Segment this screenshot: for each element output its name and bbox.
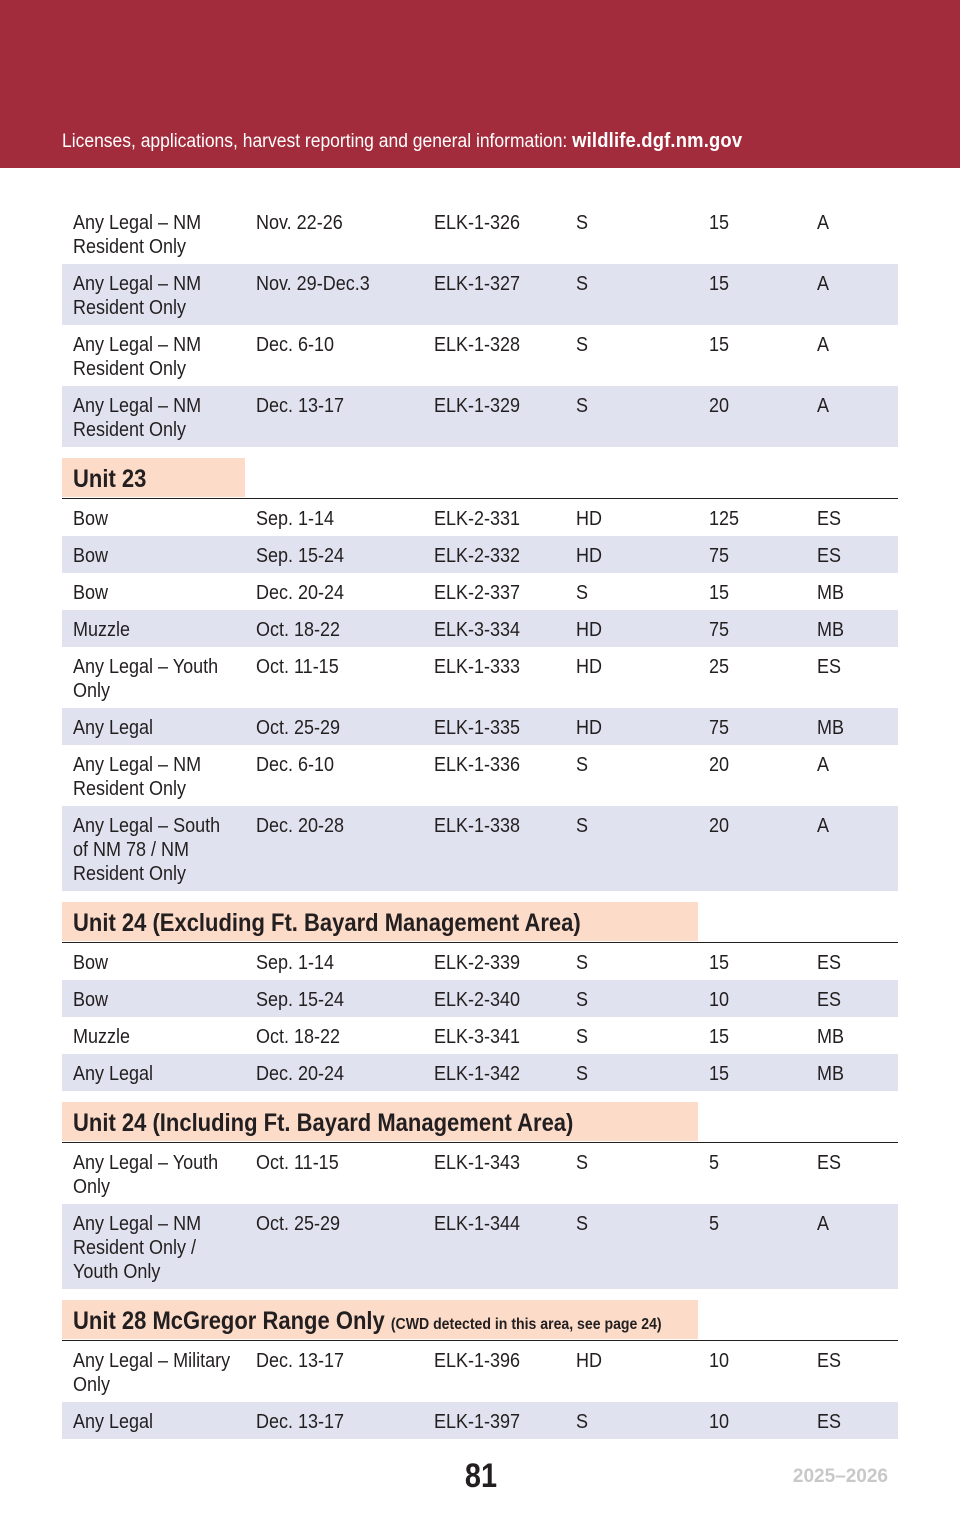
hunt-dates-cell-text: Dec. 20-24 (256, 1063, 345, 1085)
table-row (62, 806, 898, 891)
unit-title: Unit 24 (Excluding Ft. Bayard Management Area) (73, 909, 581, 937)
weapon-type-cell (62, 951, 256, 975)
unit-section (62, 902, 898, 1091)
hunt-dates-cell-text: Oct. 18-22 (256, 1026, 341, 1048)
hunt-code-cell-text: ELK-3-334 (434, 619, 521, 641)
weapon-type-cell-text: Bow (73, 989, 109, 1011)
weapon-type-cell-text: Any Legal – NM Resident Only (73, 395, 202, 441)
access-code-cell-text: MB (817, 1026, 844, 1048)
license-count-cell (709, 814, 817, 886)
license-count-cell-text: 75 (709, 619, 730, 641)
top-rows-group (62, 203, 898, 447)
bag-limit-cell-text: HD (576, 619, 603, 641)
access-code-cell (817, 1349, 898, 1397)
bag-limit-cell-text: S (576, 334, 589, 356)
unit-title: Unit 23 (73, 465, 147, 493)
license-count-cell (709, 507, 817, 531)
access-code-cell-text: A (817, 395, 830, 417)
unit-section (62, 458, 898, 891)
license-count-cell-text: 25 (709, 656, 730, 678)
weapon-type-cell (62, 1062, 256, 1086)
license-count-cell-text: 15 (709, 273, 730, 295)
license-count-cell (709, 753, 817, 801)
hunt-dates-cell-text: Dec. 20-28 (256, 815, 345, 837)
bag-limit-cell (576, 1349, 709, 1397)
unit-title-box (62, 902, 698, 941)
weapon-type-cell-text: Any Legal – Youth Only (73, 656, 219, 702)
bag-limit-cell-text: S (576, 989, 589, 1011)
unit-title-line (73, 1102, 573, 1144)
hunt-dates-cell-text: Oct. 25-29 (256, 717, 341, 739)
hunt-code-cell-text: ELK-1-328 (434, 334, 521, 356)
access-code-cell (817, 655, 898, 703)
license-count-cell (709, 618, 817, 642)
access-code-cell-text: ES (817, 952, 842, 974)
license-count-cell (709, 1151, 817, 1199)
license-count-cell-text: 10 (709, 1411, 730, 1433)
access-code-cell (817, 1025, 898, 1049)
weapon-type-cell (62, 211, 256, 259)
access-code-cell-text: A (817, 815, 830, 837)
license-count-cell (709, 581, 817, 605)
hunt-dates-cell (256, 1062, 434, 1086)
hunt-code-cell-text: ELK-1-396 (434, 1350, 521, 1372)
weapon-type-cell (62, 1212, 256, 1284)
access-code-cell-text: ES (817, 989, 842, 1011)
unit-title-line (73, 902, 581, 944)
license-count-cell (709, 1025, 817, 1049)
weapon-type-cell (62, 988, 256, 1012)
license-count-cell (709, 544, 817, 568)
bag-limit-cell (576, 988, 709, 1012)
hunt-dates-cell (256, 394, 434, 442)
bag-limit-cell (576, 1410, 709, 1434)
hunt-dates-cell (256, 655, 434, 703)
weapon-type-cell (62, 716, 256, 740)
license-count-cell-text: 75 (709, 545, 730, 567)
bag-limit-cell (576, 394, 709, 442)
table-row (62, 1402, 898, 1439)
hunt-code-cell (434, 394, 576, 442)
weapon-type-cell-text: Bow (73, 582, 109, 604)
table-row (62, 610, 898, 647)
weapon-type-cell-text: Any Legal – South of NM 78 / NM Resident Only (73, 815, 221, 885)
license-count-cell-text: 15 (709, 952, 730, 974)
hunt-code-cell (434, 951, 576, 975)
weapon-type-cell-text: Any Legal – NM Resident Only (73, 754, 202, 800)
hunt-code-cell-text: ELK-3-341 (434, 1026, 521, 1048)
hunt-dates-cell (256, 1212, 434, 1284)
hunt-code-cell (434, 1410, 576, 1434)
access-code-cell-text: A (817, 1213, 830, 1235)
hunt-dates-cell (256, 951, 434, 975)
table-row (62, 536, 898, 573)
weapon-type-cell (62, 581, 256, 605)
weapon-type-cell-text: Bow (73, 508, 109, 530)
license-count-cell (709, 716, 817, 740)
weapon-type-cell (62, 814, 256, 886)
bag-limit-cell-text: HD (576, 717, 603, 739)
access-code-cell (817, 333, 898, 381)
unit-title-line (73, 458, 146, 500)
table-row (62, 386, 898, 447)
access-code-cell-text: ES (817, 545, 842, 567)
license-count-cell-text: 5 (709, 1213, 720, 1235)
weapon-type-cell (62, 753, 256, 801)
hunt-dates-cell-text: Sep. 15-24 (256, 989, 345, 1011)
hunt-code-cell-text: ELK-1-335 (434, 717, 521, 739)
hunt-dates-cell-text: Sep. 15-24 (256, 545, 345, 567)
license-count-cell (709, 272, 817, 320)
bag-limit-cell (576, 716, 709, 740)
unit-header (62, 458, 898, 499)
hunt-code-cell-text: ELK-2-332 (434, 545, 521, 567)
bag-limit-cell (576, 814, 709, 886)
weapon-type-cell-text: Any Legal (73, 717, 154, 739)
weapon-type-cell-text: Any Legal (73, 1063, 154, 1085)
hunt-code-cell-text: ELK-2-339 (434, 952, 521, 974)
table-row (62, 203, 898, 264)
license-count-cell (709, 1410, 817, 1434)
unit-title: Unit 24 (Including Ft. Bayard Management Area) (73, 1109, 574, 1137)
hunt-code-cell (434, 507, 576, 531)
license-count-cell-text: 10 (709, 989, 730, 1011)
hunt-dates-cell (256, 618, 434, 642)
hunt-code-cell (434, 1062, 576, 1086)
weapon-type-cell-text: Any Legal (73, 1411, 154, 1433)
hunt-dates-cell-text: Dec. 20-24 (256, 582, 345, 604)
unit-header (62, 1102, 898, 1143)
hunt-code-cell (434, 716, 576, 740)
hunt-dates-cell-text: Dec. 6-10 (256, 754, 335, 776)
hunt-code-cell (434, 1212, 576, 1284)
hunt-dates-cell (256, 1151, 434, 1199)
weapon-type-cell (62, 618, 256, 642)
access-code-cell-text: ES (817, 508, 842, 530)
hunt-code-cell-text: ELK-1-397 (434, 1411, 521, 1433)
access-code-cell (817, 1151, 898, 1199)
unit-title-box (62, 458, 245, 497)
hunt-code-cell (434, 1151, 576, 1199)
access-code-cell (817, 814, 898, 886)
unit-section (62, 1102, 898, 1289)
bag-limit-cell (576, 1151, 709, 1199)
website-link[interactable]: wildlife.dgf.nm.gov (572, 130, 743, 152)
table-row (62, 1017, 898, 1054)
hunt-dates-cell (256, 507, 434, 531)
bag-limit-cell-text: S (576, 582, 589, 604)
access-code-cell-text: MB (817, 582, 844, 604)
hunt-dates-cell-text: Dec. 13-17 (256, 1350, 345, 1372)
table-row (62, 499, 898, 536)
hunt-dates-cell-text: Oct. 18-22 (256, 619, 341, 641)
weapon-type-cell (62, 333, 256, 381)
bag-limit-cell-text: S (576, 952, 589, 974)
hunt-code-cell-text: ELK-1-333 (434, 656, 521, 678)
access-code-cell-text: A (817, 273, 830, 295)
access-code-cell-text: ES (817, 1411, 842, 1433)
license-count-cell-text: 15 (709, 212, 730, 234)
hunt-dates-cell-text: Dec. 6-10 (256, 334, 335, 356)
access-code-cell-text: ES (817, 1152, 842, 1174)
bag-limit-cell-text: S (576, 1411, 589, 1433)
license-count-cell-text: 10 (709, 1350, 730, 1372)
hunt-code-cell (434, 988, 576, 1012)
hunt-code-cell (434, 544, 576, 568)
weapon-type-cell (62, 1410, 256, 1434)
bag-limit-cell-text: S (576, 1213, 589, 1235)
weapon-type-cell-text: Any Legal – NM Resident Only / Youth Only (73, 1213, 202, 1283)
hunt-table (62, 203, 898, 1439)
table-row (62, 708, 898, 745)
weapon-type-cell-text: Muzzle (73, 1026, 131, 1048)
unit-header (62, 1300, 898, 1341)
hunt-code-cell-text: ELK-1-329 (434, 395, 521, 417)
bag-limit-cell-text: S (576, 754, 589, 776)
unit-title-box (62, 1300, 698, 1339)
bag-limit-cell (576, 507, 709, 531)
hunt-dates-cell-text: Sep. 1-14 (256, 952, 335, 974)
bag-limit-cell-text: S (576, 395, 589, 417)
hunt-dates-cell (256, 581, 434, 605)
hunt-dates-cell-text: Dec. 13-17 (256, 395, 345, 417)
license-count-cell (709, 655, 817, 703)
weapon-type-cell (62, 655, 256, 703)
weapon-type-cell (62, 544, 256, 568)
hunt-code-cell-text: ELK-2-337 (434, 582, 521, 604)
hunt-code-cell-text: ELK-1-342 (434, 1063, 521, 1085)
hunt-dates-cell (256, 1349, 434, 1397)
access-code-cell (817, 394, 898, 442)
license-count-cell-text: 15 (709, 582, 730, 604)
bag-limit-cell (576, 618, 709, 642)
hunt-dates-cell-text: Sep. 1-14 (256, 508, 335, 530)
weapon-type-cell (62, 394, 256, 442)
access-code-cell (817, 211, 898, 259)
bag-limit-cell (576, 951, 709, 975)
weapon-type-cell (62, 1025, 256, 1049)
bag-limit-cell-text: HD (576, 508, 603, 530)
hunt-dates-cell (256, 1410, 434, 1434)
table-row (62, 1143, 898, 1204)
hunt-code-cell (434, 211, 576, 259)
weapon-type-cell-text: Any Legal – Military Only (73, 1350, 231, 1396)
season-label: 2025–2026 (792, 1466, 888, 1487)
hunt-code-cell-text: ELK-2-331 (434, 508, 521, 530)
license-count-cell-text: 15 (709, 1026, 730, 1048)
weapon-type-cell (62, 507, 256, 531)
unit-section (62, 1300, 898, 1439)
bag-limit-cell (576, 753, 709, 801)
license-count-cell-text: 20 (709, 815, 730, 837)
weapon-type-cell-text: Any Legal – Youth Only (73, 1152, 219, 1198)
hunt-code-cell-text: ELK-1-343 (434, 1152, 521, 1174)
table-row (62, 264, 898, 325)
table-row (62, 943, 898, 980)
unit-note: (CWD detected in this area, see page 24) (390, 1316, 662, 1333)
hunt-code-cell (434, 814, 576, 886)
table-row (62, 745, 898, 806)
access-code-cell-text: A (817, 754, 830, 776)
hunt-code-cell (434, 1349, 576, 1397)
access-code-cell-text: MB (817, 619, 844, 641)
hunt-code-cell-text: ELK-1-338 (434, 815, 521, 837)
hunt-code-cell (434, 581, 576, 605)
bag-limit-cell (576, 211, 709, 259)
access-code-cell (817, 988, 898, 1012)
access-code-cell (817, 1062, 898, 1086)
hunt-dates-cell-text: Oct. 11-15 (256, 656, 339, 678)
license-count-cell-text: 20 (709, 754, 730, 776)
hunt-dates-cell (256, 1025, 434, 1049)
page-number: 81 (464, 1457, 498, 1495)
license-count-cell-text: 15 (709, 1063, 730, 1085)
bag-limit-cell-text: S (576, 815, 589, 837)
table-row (62, 573, 898, 610)
license-count-cell (709, 988, 817, 1012)
license-count-cell (709, 1349, 817, 1397)
bag-limit-cell-text: S (576, 273, 589, 295)
license-count-cell (709, 1062, 817, 1086)
hunt-code-cell (434, 333, 576, 381)
access-code-cell (817, 1212, 898, 1284)
table-row (62, 980, 898, 1017)
bag-limit-cell-text: S (576, 1152, 589, 1174)
weapon-type-cell (62, 1349, 256, 1397)
hunt-code-cell (434, 1025, 576, 1049)
table-row (62, 1204, 898, 1289)
unit-title: Unit 28 McGregor Range Only (73, 1307, 385, 1335)
hunt-code-cell-text: ELK-1-327 (434, 273, 521, 295)
license-count-cell-text: 5 (709, 1152, 720, 1174)
hunt-code-cell-text: ELK-1-326 (434, 212, 521, 234)
bag-limit-cell (576, 581, 709, 605)
weapon-type-cell-text: Bow (73, 545, 109, 567)
unit-title-box (62, 1102, 698, 1141)
hunt-dates-cell (256, 272, 434, 320)
table-row (62, 325, 898, 386)
bag-limit-cell (576, 1212, 709, 1284)
hunt-dates-cell (256, 544, 434, 568)
access-code-cell-text: MB (817, 717, 844, 739)
weapon-type-cell-text: Muzzle (73, 619, 131, 641)
hunt-code-cell-text: ELK-2-340 (434, 989, 521, 1011)
bag-limit-cell (576, 1062, 709, 1086)
table-row (62, 647, 898, 708)
access-code-cell-text: A (817, 334, 830, 356)
license-count-cell (709, 211, 817, 259)
hunt-code-cell (434, 272, 576, 320)
hunt-dates-cell-text: Oct. 25-29 (256, 1213, 341, 1235)
bag-limit-cell-text: S (576, 1063, 589, 1085)
hunt-dates-cell (256, 814, 434, 886)
bag-limit-cell (576, 1025, 709, 1049)
header-banner (0, 0, 960, 168)
license-count-cell (709, 394, 817, 442)
hunt-dates-cell (256, 988, 434, 1012)
header-info-text: Licenses, applications, harvest reporting and general information: (62, 131, 573, 152)
weapon-type-cell-text: Any Legal – NM Resident Only (73, 273, 202, 319)
hunt-code-cell (434, 655, 576, 703)
bag-limit-cell-text: HD (576, 545, 603, 567)
hunt-dates-cell-text: Nov. 29-Dec.3 (256, 273, 370, 295)
hunt-dates-cell-text: Oct. 11-15 (256, 1152, 339, 1174)
weapon-type-cell-text: Bow (73, 952, 109, 974)
unit-header (62, 902, 898, 943)
hunt-code-cell (434, 753, 576, 801)
access-code-cell (817, 951, 898, 975)
access-code-cell-text: A (817, 212, 830, 234)
access-code-cell (817, 272, 898, 320)
units-group (62, 458, 898, 1439)
unit-title-line (73, 1300, 662, 1346)
table-row (62, 1054, 898, 1091)
hunt-dates-cell (256, 211, 434, 259)
access-code-cell-text: ES (817, 656, 842, 678)
access-code-cell (817, 716, 898, 740)
license-count-cell (709, 333, 817, 381)
access-code-cell (817, 544, 898, 568)
bag-limit-cell (576, 272, 709, 320)
header-info-line (62, 130, 742, 153)
bag-limit-cell (576, 544, 709, 568)
access-code-cell (817, 581, 898, 605)
weapon-type-cell (62, 272, 256, 320)
bag-limit-cell-text: HD (576, 656, 603, 678)
hunt-code-cell (434, 618, 576, 642)
weapon-type-cell-text: Any Legal – NM Resident Only (73, 334, 202, 380)
access-code-cell (817, 753, 898, 801)
hunt-dates-cell-text: Nov. 22-26 (256, 212, 343, 234)
license-count-cell (709, 951, 817, 975)
bag-limit-cell-text: HD (576, 1350, 603, 1372)
license-count-cell-text: 125 (709, 508, 740, 530)
hunt-code-cell-text: ELK-1-344 (434, 1213, 521, 1235)
access-code-cell (817, 618, 898, 642)
license-count-cell (709, 1212, 817, 1284)
table-row (62, 1341, 898, 1402)
access-code-cell-text: ES (817, 1350, 842, 1372)
access-code-cell-text: MB (817, 1063, 844, 1085)
bag-limit-cell-text: S (576, 1026, 589, 1048)
bag-limit-cell-text: S (576, 212, 589, 234)
license-count-cell-text: 75 (709, 717, 730, 739)
weapon-type-cell (62, 1151, 256, 1199)
hunt-code-cell-text: ELK-1-336 (434, 754, 521, 776)
hunt-dates-cell (256, 333, 434, 381)
license-count-cell-text: 15 (709, 334, 730, 356)
license-count-cell-text: 20 (709, 395, 730, 417)
weapon-type-cell-text: Any Legal – NM Resident Only (73, 212, 202, 258)
access-code-cell (817, 1410, 898, 1434)
access-code-cell (817, 507, 898, 531)
bag-limit-cell (576, 333, 709, 381)
hunt-dates-cell (256, 753, 434, 801)
bag-limit-cell (576, 655, 709, 703)
hunt-dates-cell (256, 716, 434, 740)
hunt-dates-cell-text: Dec. 13-17 (256, 1411, 345, 1433)
